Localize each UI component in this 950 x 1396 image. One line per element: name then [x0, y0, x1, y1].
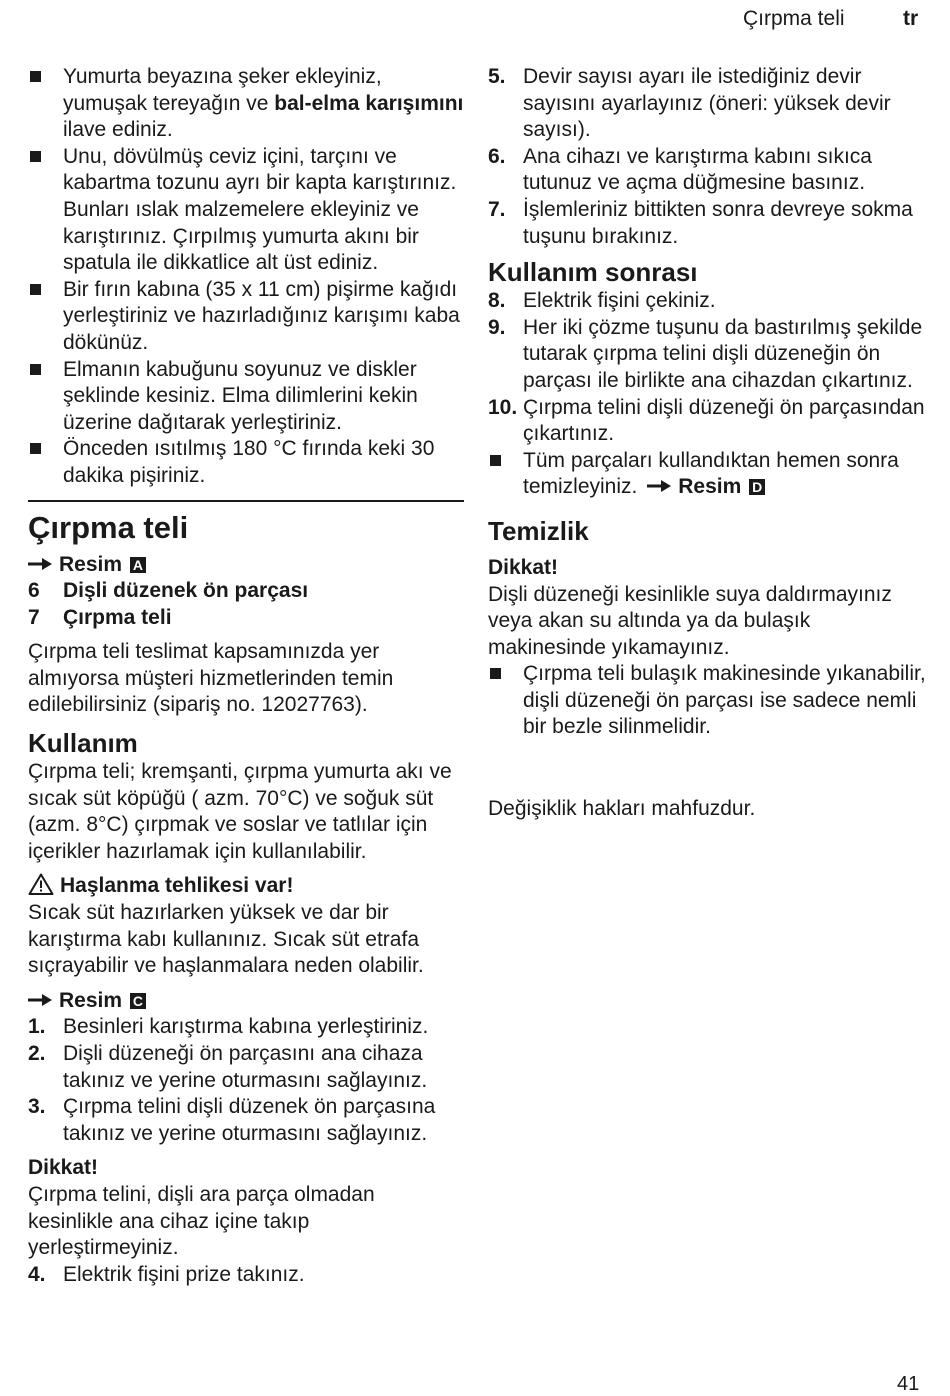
step-item: [488, 64, 928, 144]
part-item: [28, 578, 464, 605]
bullet-text: Önceden ısıtılmış 180 °C fırında keki 30 dakika pişiriniz.: [63, 437, 435, 487]
attention-heading: Dikkat!: [488, 555, 559, 579]
figure-label: Resim: [59, 988, 123, 1012]
step-text: Ana cihazı ve karıştırma kabını sıkıca tutunuz ve açma düğmesine basınız.: [523, 144, 872, 195]
arrow-right-icon: [28, 992, 52, 1008]
bullet-square-icon: [30, 284, 41, 295]
step-number: 3.: [28, 1095, 46, 1119]
step-item: [28, 1094, 464, 1147]
part-label: Dişli düzenek ön parçası: [63, 579, 309, 603]
part-number: 6: [28, 579, 40, 603]
step-text: Her iki çözme tuşunu da bastırılmış şekilde tutarak çırpma telini dişli düzeneğin ön parçası ile birlikte ana cihazdan çıkartınız.: [523, 315, 923, 392]
section-title: Çırpma teli: [28, 509, 189, 545]
list-item: [28, 436, 464, 489]
figure-reference-a: [28, 552, 464, 579]
after-use-heading: Kullanım sonrası: [488, 257, 698, 288]
step-item: [488, 288, 928, 315]
step-item: [488, 197, 928, 250]
figure-reference-d: [643, 475, 765, 498]
bullet-square-icon: [30, 151, 41, 162]
bullet-square-icon: [30, 364, 41, 375]
bullet-text: Tüm parçaları kullandıktan hemen sonra temizleyiniz.: [523, 448, 899, 499]
step-text: Dişli düzeneği ön parçasını ana cihaza takınız ve yerine oturmasını sağlayınız.: [63, 1042, 428, 1092]
bullet-bold-text: bal-elma karışımını: [274, 91, 464, 115]
bullet-square-icon: [490, 668, 501, 679]
step-item: [28, 1041, 464, 1094]
step-text: Besinleri karıştırma kabına yerleştiriniz.: [63, 1015, 429, 1039]
list-item: [28, 357, 464, 437]
warning-heading: [28, 873, 464, 900]
figure-letter-box: D: [749, 479, 765, 495]
step-number: 2.: [28, 1042, 46, 1065]
bullet-text: ilave ediniz.: [63, 118, 173, 142]
figure-label: Resim: [678, 475, 742, 499]
part-item: [28, 605, 464, 632]
step-text: Çırpma telini dişli düzenek ön parçasına takınız ve yerine oturmasını sağlayınız.: [63, 1095, 436, 1145]
step-item: [488, 315, 928, 395]
cleaning-heading: Temizlik: [488, 515, 589, 546]
right-column: [488, 64, 928, 823]
arrow-right-icon: [28, 556, 52, 572]
figure-label: Resim: [59, 552, 123, 576]
bullet-text: Yumurta beyazına şeker ekleyiniz, yumuşak tereyağın ve: [63, 65, 382, 115]
section-divider: [28, 500, 464, 502]
header-language: tr: [903, 7, 919, 30]
warning-triangle-icon: [28, 873, 54, 895]
step-text: Elektrik fişini prize takınız.: [63, 1262, 305, 1286]
step-text: İşlemleriniz bittikten sonra devreye sokma tuşunu bırakınız.: [523, 197, 913, 248]
figure-letter-box: C: [130, 993, 146, 1009]
step-text: Çırpma telini dişli düzeneği ön parçasından çıkartınız.: [523, 395, 925, 446]
part-label: Çırpma teli: [63, 605, 172, 629]
bullet-square-icon: [30, 443, 41, 454]
bullet-text: Çırpma teli bulaşık makinesinde yıkanabilir, dişli düzeneği ön parçası ise sadece nemli bir bezle silinmelidir.: [523, 662, 926, 739]
step-item: [488, 144, 928, 197]
left-column: [28, 64, 464, 1288]
list-item: [28, 64, 464, 144]
usage-paragraph: Çırpma teli; kremşanti, çırpma yumurta akı ve sıcak süt köpüğü ( azm. 70°C) ve soğuk süt (azm. 8°C) çırpmak ve soslar ve tatlılar için içerikler hazırlamak için kullanılabilir.: [28, 760, 452, 863]
page-number: 41: [897, 1373, 920, 1395]
attention-paragraph: Dişli düzeneği kesinlikle suya daldırmayınız veya akan su altında ya da bulaşık makinesinde yıkamayınız.: [488, 582, 892, 659]
step-number: 1.: [28, 1015, 46, 1039]
step-number: 5.: [488, 65, 506, 88]
step-item: [28, 1014, 464, 1041]
bullet-square-icon: [30, 71, 41, 82]
bullet-square-icon: [490, 455, 501, 466]
step-text: Elektrik fişini çekiniz.: [523, 289, 716, 313]
step-item: [28, 1262, 464, 1289]
step-number: 6.: [488, 144, 506, 168]
warning-paragraph: Sıcak süt hazırlarken yüksek ve dar bir karıştırma kabı kullanınız. Sıcak süt etrafa sıçrayabilir ve haşlanmalara neden olabilir.: [28, 901, 424, 978]
figure-reference-c: [28, 988, 464, 1015]
step-number: 7.: [488, 197, 506, 221]
step-number: 8.: [488, 289, 506, 313]
usage-heading: Kullanım: [28, 728, 138, 759]
attention-paragraph: Çırpma telini, dişli ara parça olmadan kesinlikle ana cihaz içine takıp yerleştirmeyiniz.: [28, 1182, 375, 1260]
header-title: Çırpma teli: [743, 7, 845, 30]
bullet-text: Elmanın kabuğunu soyunuz ve diskler şeklinde kesiniz. Elma dilimlerini kekin üzerine dağıtarak yerleştiriniz.: [63, 357, 418, 434]
warning-title: Haşlanma tehlikesi var!: [60, 874, 294, 898]
list-item: [28, 277, 464, 357]
step-number: 10.: [488, 395, 518, 419]
bullet-text: Unu, dövülmüş ceviz içini, tarçını ve kabartma tozunu ayrı bir kapta karıştırınız. Bunları ıslak malzemelere ekleyiniz ve karıştırınız. Çırpılmış yumurta akını bir spatula ile dikkatlice alt üst ediniz.: [63, 144, 457, 275]
attention-heading: Dikkat!: [28, 1156, 99, 1180]
step-item: [488, 395, 928, 448]
step-number: 4.: [28, 1262, 46, 1286]
part-number: 7: [28, 605, 40, 629]
step-text: Devir sayısı ayarı ile istediğiniz devir sayısını ayarlayınız (öneri: yüksek devir sayısı).: [523, 65, 891, 142]
list-item: [28, 144, 464, 277]
arrow-right-icon: [647, 478, 671, 494]
footer-note: Değişiklik hakları mahfuzdur.: [488, 797, 756, 821]
intro-paragraph: Çırpma teli teslimat kapsamınızda yer almıyorsa müşteri hizmetlerinden temin edilebilirsiniz (sipariş no. 12027763).: [28, 640, 394, 717]
figure-letter-box: A: [130, 557, 146, 573]
list-item: [488, 448, 928, 501]
step-number: 9.: [488, 315, 506, 339]
list-item: [488, 661, 928, 741]
bullet-text: Bir fırın kabına (35 x 11 cm) pişirme kağıdı yerleştiriniz ve hazırladığınız karışımı kaba dökünüz.: [63, 277, 460, 354]
